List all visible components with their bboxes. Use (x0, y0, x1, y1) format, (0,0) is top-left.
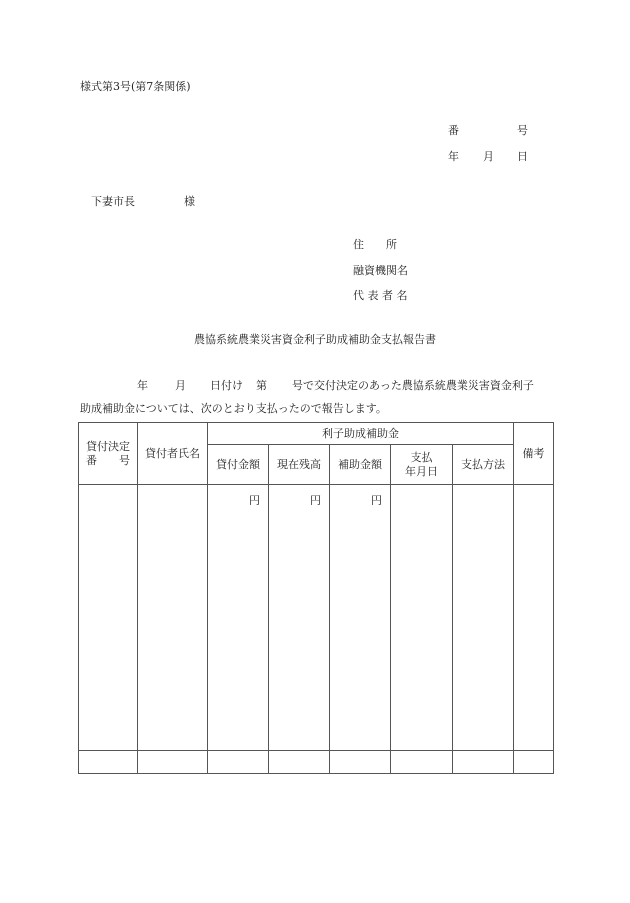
representative-label: 代 表 者 名 (353, 289, 408, 302)
total-decision-number[interactable] (79, 751, 138, 774)
document-title: 農協系統農業災害資金利子助成補助金支払報告書 (194, 333, 436, 346)
header-borrower-name: 貸付者氏名 (138, 423, 208, 485)
yen-unit: 円 (310, 494, 321, 507)
cell-remarks[interactable] (514, 485, 554, 751)
body-tsuki: 月 (175, 379, 186, 392)
addressee-honorific: 様 (184, 195, 195, 208)
body-line2: 助成補助金については、次のとおり支払ったので報告します。 (80, 402, 387, 415)
cell-decision-number[interactable] (79, 485, 138, 751)
number-label: 番 (448, 124, 459, 137)
date-month-label: 月 (483, 150, 494, 163)
form-number: 様式第3号(第7条関係) (80, 80, 191, 93)
cell-borrower-name[interactable] (138, 485, 208, 751)
body-line1-rest: 号で交付決定のあった農協系統農業災害資金利子 (292, 379, 534, 392)
header-subsidy-amount: 補助金額 (330, 445, 391, 485)
cell-payment-date[interactable] (391, 485, 453, 751)
cell-subsidy-amount[interactable] (330, 485, 391, 751)
addressee-name: 下妻市長 (91, 195, 135, 208)
date-year-label: 年 (448, 150, 459, 163)
date-day-label: 日 (517, 150, 528, 163)
header-decision-number (79, 423, 138, 485)
address-label: 住 所 (353, 238, 397, 251)
header-interest-subsidy: 利子助成補助金 (208, 423, 514, 445)
cell-payment-method[interactable] (453, 485, 514, 751)
institution-label: 融資機関名 (353, 264, 408, 277)
header-current-balance: 現在残高 (269, 445, 330, 485)
total-loan-amount[interactable] (208, 751, 269, 774)
total-current-balance[interactable] (269, 751, 330, 774)
table-row (79, 485, 554, 751)
body-hizuke: 日付け (210, 379, 243, 392)
number-suffix: 号 (517, 124, 528, 137)
total-payment-method[interactable] (453, 751, 514, 774)
header-loan-amount: 貸付金額 (208, 445, 269, 485)
body-dai: 第 (256, 379, 267, 392)
total-borrower-name[interactable] (138, 751, 208, 774)
table-row-total (79, 751, 554, 774)
header-remarks: 備考 (514, 423, 554, 485)
report-table (78, 422, 554, 774)
cell-current-balance[interactable] (269, 485, 330, 751)
yen-unit: 円 (371, 494, 382, 507)
header-decision-number-line1: 貸付決定 (86, 439, 130, 453)
header-payment-date-line1: 支払 (410, 450, 433, 464)
header-payment-method: 支払方法 (453, 445, 514, 485)
cell-loan-amount[interactable] (208, 485, 269, 751)
body-nen: 年 (137, 379, 148, 392)
total-payment-date[interactable] (391, 751, 453, 774)
yen-unit: 円 (249, 494, 260, 507)
total-remarks[interactable] (514, 751, 554, 774)
header-payment-date-line2: 年月日 (405, 464, 438, 478)
header-decision-number-line2: 番 号 (86, 453, 130, 467)
total-subsidy-amount[interactable] (330, 751, 391, 774)
header-payment-date (391, 445, 453, 485)
